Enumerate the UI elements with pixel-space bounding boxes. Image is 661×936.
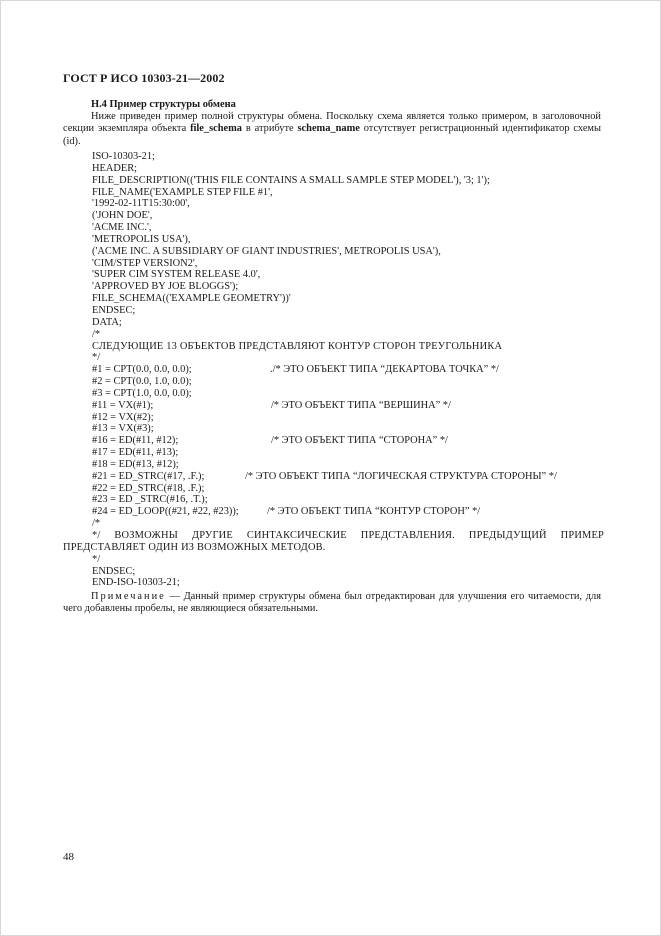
code-line: [92, 471, 604, 483]
code-line: 'CIM/STEP VERSION2',: [92, 257, 198, 269]
code-listing: [63, 151, 604, 589]
code-statement: #21 = ED_STRC(#17, .F.);: [92, 470, 205, 482]
code-line: #12 = VX(#2);: [92, 411, 154, 423]
intro-text-2: в атрибуте: [242, 123, 298, 135]
code-line: ('ACME INC. A SUBSIDIARY OF GIANT INDUSTRIES', METROPOLIS USA'),: [92, 245, 441, 257]
code-comment: /* ЭТО ОБЪЕКТ ТИПА “ВЕРШИНА” */: [271, 399, 451, 411]
code-line: HEADER;: [92, 162, 138, 174]
code-line: 'APPROVED BY JOE BLOGGS');: [92, 281, 239, 293]
code-line: */: [92, 352, 101, 364]
code-line: ENDSEC;: [92, 565, 136, 577]
code-line: */ ВОЗМОЖНЫ ДРУГИЕ СИНТАКСИЧЕСКИЕ ПРЕДСТАВЛЕНИЯ. ПРЕДЫДУЩИЙ ПРИМЕР: [92, 530, 604, 541]
code-line: FILE_DESCRIPTION(('THIS FILE CONTAINS A SMALL SAMPLE STEP MODEL'), '3; 1');: [92, 174, 490, 186]
code-line: [92, 364, 604, 376]
section-h4: [63, 99, 601, 148]
code-line: [92, 506, 604, 518]
code-line: [92, 400, 604, 412]
code-line: ПРЕДСТАВЛЯЕТ ОДИН ИЗ ВОЗМОЖНЫХ МЕТОДОВ.: [63, 541, 326, 553]
code-line: DATA;: [92, 316, 122, 328]
code-line: FILE_SCHEMA(('EXAMPLE GEOMETRY'))': [92, 293, 291, 305]
code-comment: /* ЭТО ОБЪЕКТ ТИПА “СТОРОНА” */: [271, 435, 448, 447]
code-line: #13 = VX(#3);: [92, 423, 154, 435]
code-statement: #1 = CPT(0.0, 0.0, 0.0);: [92, 364, 192, 376]
code-statement: #16 = ED(#11, #12);: [92, 435, 179, 447]
intro-paragraph: [63, 111, 601, 148]
intro-bold-file-schema: file_schema: [190, 123, 243, 135]
code-line: '1992-02-11T15:30:00',: [92, 198, 190, 210]
note-text: — Данный пример структуры обмена был отредактирован для улучшения его читаемости, для чего добавлены пробелы, не являющиеся обязательными.: [63, 591, 601, 615]
code-line: #23 = ED _STRC(#16, .T.);: [92, 494, 208, 506]
code-line: ('JOHN DOE',: [92, 210, 153, 222]
code-line: #2 = CPT(0.0, 1.0, 0.0);: [92, 376, 192, 388]
code-line: 'ACME INC.',: [92, 222, 152, 234]
note-paragraph: [63, 591, 601, 615]
page-number: 48: [63, 851, 74, 863]
section-heading: Н.4 Пример структуры обмена: [91, 99, 236, 110]
code-comment: ./* ЭТО ОБЪЕКТ ТИПА “ДЕКАРТОВА ТОЧКА” */: [270, 364, 499, 376]
code-line: СЛЕДУЮЩИЕ 13 ОБЪЕКТОВ ПРЕДСТАВЛЯЮТ КОНТУР СТОРОН ТРЕУГОЛЬНИКА: [92, 340, 503, 352]
note-label: Примечание: [91, 591, 166, 602]
code-line: #22 = ED_STRC(#18, .F.);: [92, 482, 205, 494]
code-line: 'SUPER CIM SYSTEM RELEASE 4.0',: [92, 269, 261, 281]
intro-text-3: отсутствует регистрационный идентификатор схемы (id).: [63, 123, 601, 147]
code-comment: /* ЭТО ОБЪЕКТ ТИПА “ЛОГИЧЕСКАЯ СТРУКТУРА СТОРОНЫ” */: [245, 470, 557, 482]
code-statement: #24 = ED_LOOP((#21, #22, #23));: [92, 506, 239, 518]
code-line: 'METROPOLIS USA'),: [92, 233, 191, 245]
code-line: END-ISO-10303-21;: [92, 577, 180, 589]
code-comment: /* ЭТО ОБЪЕКТ ТИПА “КОНТУР СТОРОН” */: [267, 506, 481, 518]
intro-bold-schema-name: schema_name: [297, 123, 360, 135]
code-line: #18 = ED(#13, #12);: [92, 458, 179, 470]
code-statement: #11 = VX(#1);: [92, 399, 154, 411]
code-line: /*: [92, 518, 101, 530]
code-line: */: [92, 553, 101, 565]
code-line: ISO-10303-21;: [92, 151, 155, 162]
intro-text-1: Ниже приведен пример полной структуры обмена. Поскольку схема является только примером, в заголовочной секции экземпляра объекта: [63, 111, 601, 135]
code-line: FILE_NAME('EXAMPLE STEP FILE #1',: [92, 186, 273, 198]
code-line: #3 = CPT(1.0, 0.0, 0.0);: [92, 387, 192, 399]
code-line: [92, 435, 604, 447]
code-line: ENDSEC;: [92, 304, 136, 316]
document-code: ГОСТ Р ИСО 10303-21—2002: [63, 71, 225, 85]
code-line: /*: [92, 328, 101, 340]
code-line: #17 = ED(#11, #13);: [92, 447, 179, 459]
